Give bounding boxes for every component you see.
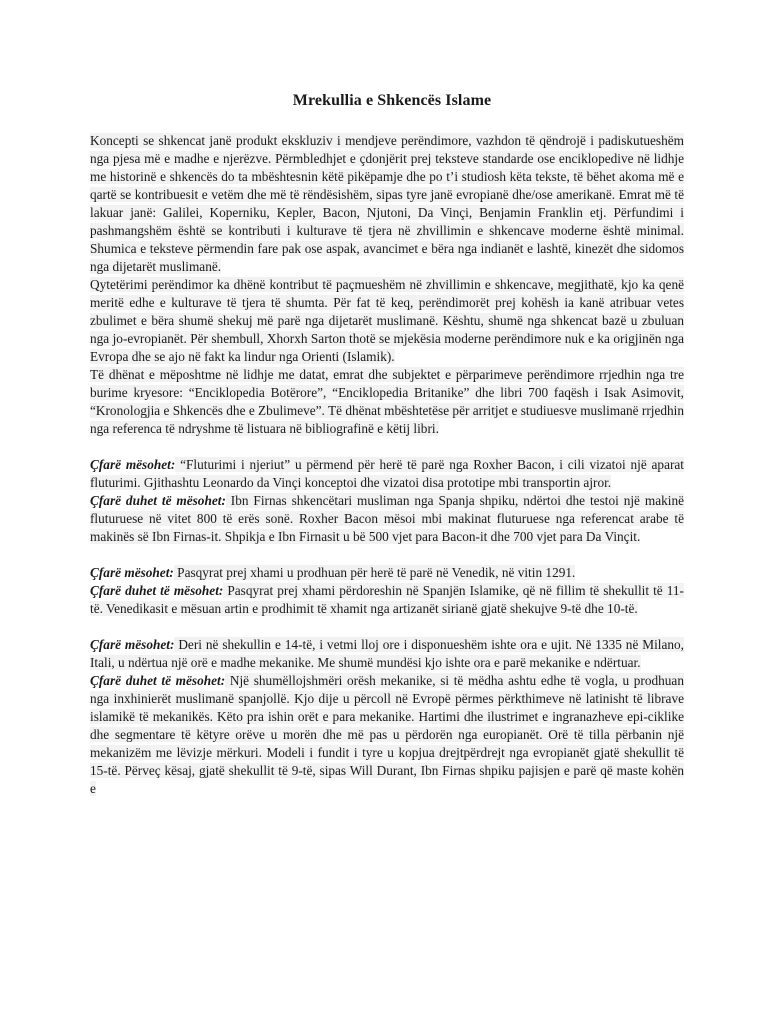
spacer xyxy=(90,438,684,456)
should-text: Pasqyrat prej xhami përdoreshin në Spanjën Islamike, që në fillim të shekullit të 11-të. Venedikasit e mësuan artin e prodhimit të xhamit nga artizanët sirianë gjatë shekujve 9-të dhe 10-të. xyxy=(90,583,684,616)
spacer xyxy=(90,546,684,564)
intro-paragraph-3 xyxy=(90,366,684,438)
intro-paragraph-2-text: Qytetërimi perëndimor ka dhënë kontribut të paçmueshëm në zhvillimin e shkencave, megjithatë, kjo ka qenë meritë edhe e kulturave të tjera të shumta. Për fat të keq, perëndimorët prej kohësh ia kanë atribuar vetes zbulimet e bëra shumë shekuj më parë nga dijetarët muslimanë. Kështu, shumë nga shkencat bazë u zbuluan nga jo-evropianët. Për shembull, Xhorxh Sarton thotë se mjekësia moderne perëndimore nuk e ka origjinën nga Evropa dhe se ajo në fakt ka lindur nga Orienti (Islamik). xyxy=(90,277,684,364)
section-3-learned xyxy=(90,636,684,672)
learned-text: Deri në shekullin e 14-të, i vetmi lloj ore i disponueshëm ishte ora e ujit. Në 1335 në Milano, Itali, u ndërtua një orë e madhe mekanike. Me shumë mundësi kjo ishte ora e parë mekanike e ndërtuar. xyxy=(90,637,684,670)
document-title: Mrekullia e Shkencës Islame xyxy=(292,92,492,109)
section-1-should xyxy=(90,492,684,546)
intro-paragraph-1 xyxy=(90,132,684,276)
should-text: Një shumëllojshmëri orësh mekanike, si të mëdha ashtu edhe të vogla, u prodhuan nga inxhinierët muslimanë spanjollë. Kjo dije u përcoll në Evropë përmes përkthimeve në latinisht të librave islamikë të mekanikës. Këto pra ishin orët e para mekanike. Hartimi dhe ilustrimet e ingranazheve epi-ciklike dhe segmentare të këtyre orëve u morën dhe më pas u përdorën nga europianët. Orë të tilla përbanin një mekanizëm me lëvizje mërkuri. Modeli i fundit i tyre u kopjua drejtpërdrejt nga evropianët gjatë shekullit të 15-të. Përveç kësaj, gjatë shekullit të 9-të, sipas Will Durant, Ibn Firnas shpiku pajisjen e parë që maste kohën e xyxy=(90,673,684,796)
spacer xyxy=(90,618,684,636)
learned-text: Pasqyrat prej xhami u prodhuan për herë të parë në Venedik, në vitin 1291. xyxy=(173,565,576,580)
learned-text: “Fluturimi i njeriut” u përmend për herë të parë nga Roxher Bacon, i cili vizatoi një aparat fluturimi. Gjithashtu Leonardo da Vinçi konceptoi dhe vizatoi disa prototipe mbi transportin ajror. xyxy=(90,457,684,490)
intro-paragraph-1-text: Koncepti se shkencat janë produkt ekskluziv i mendjeve perëndimore, vazhdon të qëndrojë i padiskutueshëm nga pjesa më e madhe e njerëzve. Përmbledhjet e çdonjërit prej teksteve standarde ose enciklopedive në lidhje me historinë e shkencës do ta mbështesnin këtë pikëpamje dhe po t’i studiosh këta tekste, të bëhet akoma më e qartë se kontribuesit e vetëm dhe më të rëndësishëm, sipas tyre janë evropianë dhe/ose amerikanë. Emrat më të lakuar janë: Galilei, Koperniku, Kepler, Bacon, Njutoni, Da Vinçi, Benjamin Franklin etj. Përfundimi i pashmangshëm është se kontributi i kulturave të tjera në zhvillimin e shkencave moderne është minimal. Shumica e teksteve përmendin fare pak ose aspak, avancimet e bëra nga indianët e lashtë, kinezët dhe sidomos nga dijetarët muslimanë. xyxy=(90,133,684,274)
should-label: Çfarë duhet të mësohet: xyxy=(90,583,224,598)
intro-paragraph-2 xyxy=(90,276,684,366)
should-label: Çfarë duhet të mësohet: xyxy=(90,673,226,688)
learned-label: Çfarë mësohet: xyxy=(90,565,174,580)
section-1-learned xyxy=(90,456,684,492)
section-3-should xyxy=(90,672,684,798)
should-text: Ibn Firnas shkencëtari musliman nga Spanja shpiku, ndërtoi dhe testoi një makinë fluturuese në vitet 800 të erës sonë. Roxher Bacon mësoi mbi makinat fluturuese nga referencat arabe të makinës së Ibn Firnas-it. Shpikja e Ibn Firnasit u bë 500 vjet para Bacon-it dhe 700 vjet para Da Vinçit. xyxy=(90,493,684,544)
should-label: Çfarë duhet të mësohet: xyxy=(90,493,226,508)
intro-paragraph-3-text: Të dhënat e mëposhtme në lidhje me datat, emrat dhe subjektet e përparimeve perëndimore rrjedhin nga tre burime kryesore: “Enciklopedia Botërore”, “Enciklopedia Britanike” dhe libri 700 faqësh i Isak Asimovit, “Kronologjia e Shkencës dhe e Zbulimeve”. Të dhënat mbështetëse për arritjet e studiuesve muslimanë rrjedhin nga referenca të ndryshme të listuara në bibliografinë e këtij libri. xyxy=(90,367,684,436)
section-2-should xyxy=(90,582,684,618)
section-2-learned xyxy=(90,564,684,582)
learned-label: Çfarë mësohet: xyxy=(90,637,175,652)
learned-label: Çfarë mësohet: xyxy=(90,457,176,472)
